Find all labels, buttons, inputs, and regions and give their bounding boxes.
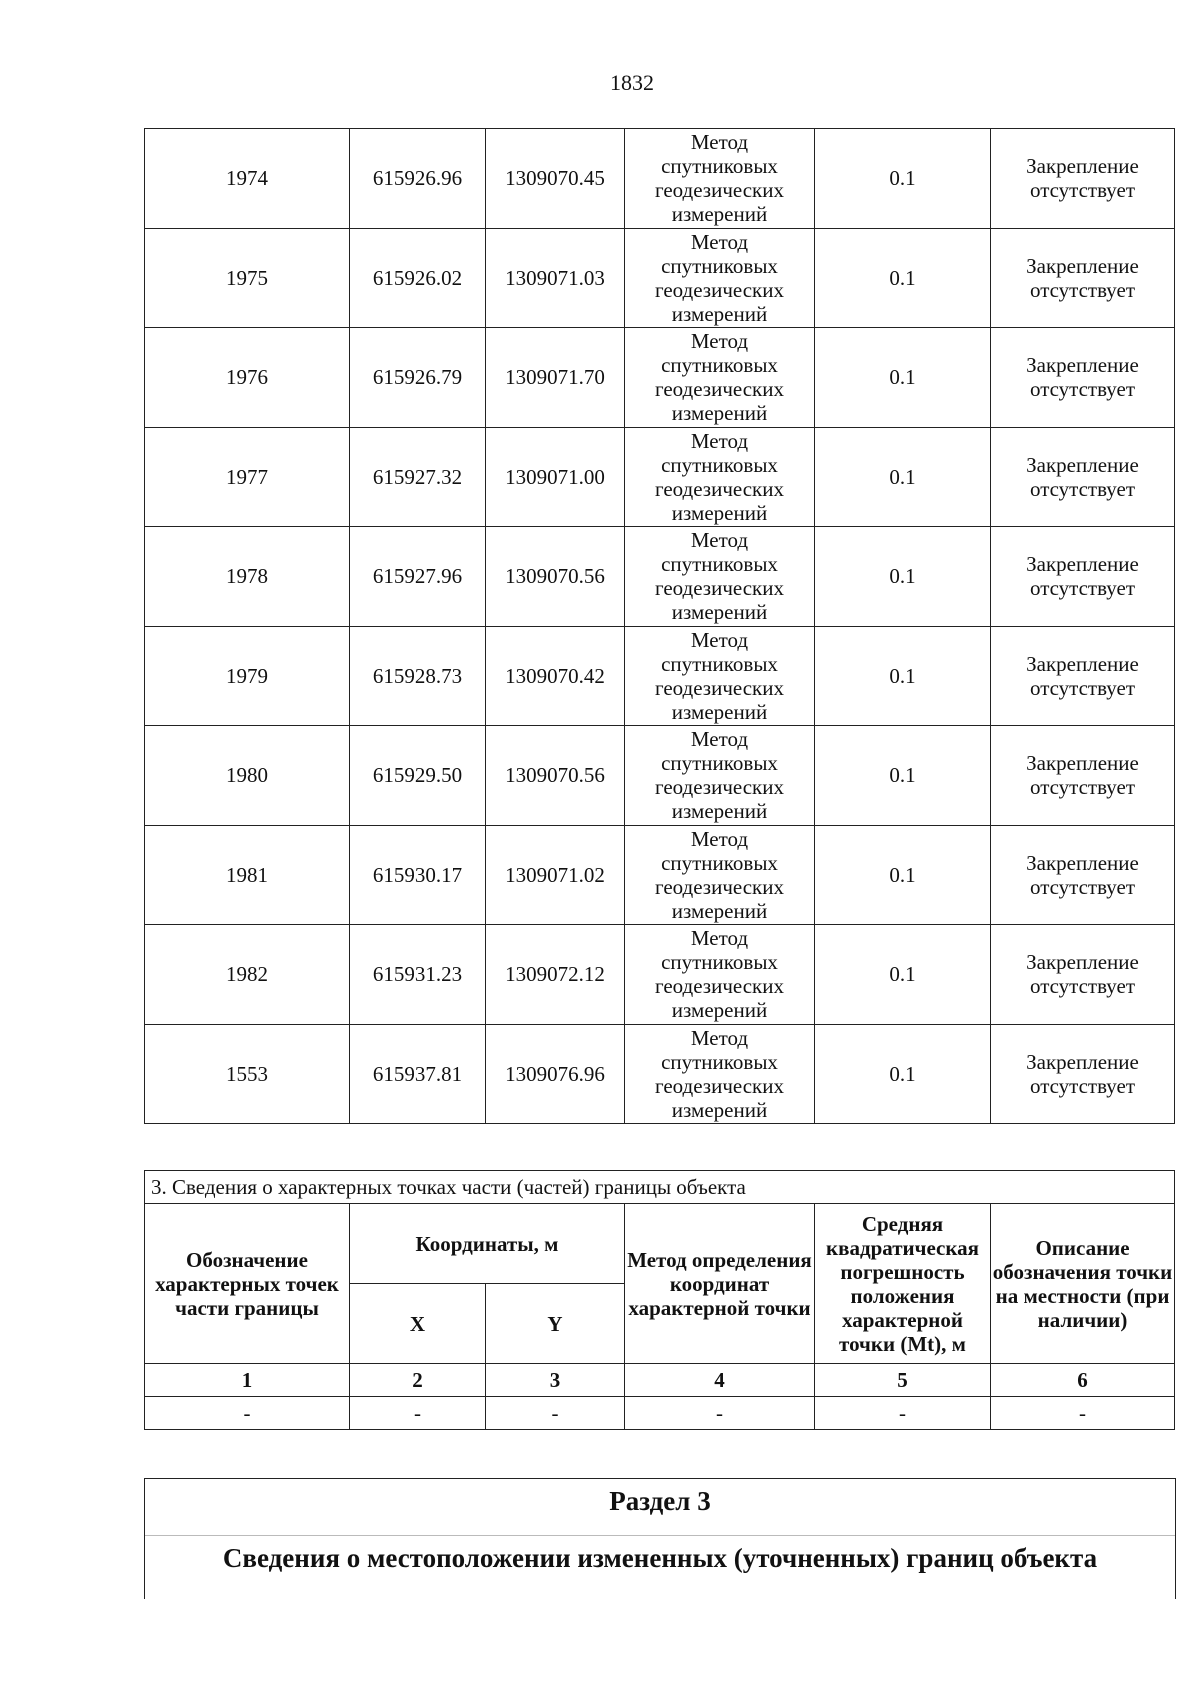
mt-cell: 0.1 bbox=[815, 328, 991, 428]
method-cell bbox=[625, 726, 815, 826]
description-cell bbox=[991, 925, 1175, 1025]
method-cell bbox=[625, 825, 815, 925]
parts-section-caption: 3. Сведения о характерных точках части (частей) границы объекта bbox=[145, 1171, 1175, 1204]
empty-cell: - bbox=[815, 1397, 991, 1430]
mt-cell: 0.1 bbox=[815, 228, 991, 328]
method-line: Метод bbox=[690, 627, 749, 652]
table-row bbox=[145, 1024, 1175, 1124]
coord-x-cell: 615931.23 bbox=[350, 925, 486, 1025]
section-3-block bbox=[144, 1478, 1176, 1599]
method-line: Метод bbox=[690, 130, 749, 155]
coord-x-cell: 615937.81 bbox=[350, 1024, 486, 1124]
mt-cell: 0.1 bbox=[815, 527, 991, 627]
coord-x-cell: 615926.96 bbox=[350, 129, 486, 229]
empty-cell: - bbox=[145, 1397, 350, 1430]
table-row bbox=[145, 328, 1175, 428]
description-line: Закрепление bbox=[1026, 850, 1139, 875]
description-line: Закрепление bbox=[1026, 651, 1139, 676]
mt-cell: 0.1 bbox=[815, 626, 991, 726]
description-cell bbox=[991, 1024, 1175, 1124]
coord-y-cell: 1309071.70 bbox=[486, 328, 625, 428]
point-id-cell: 1979 bbox=[145, 626, 350, 726]
mt-cell: 0.1 bbox=[815, 1024, 991, 1124]
column-numbers-row bbox=[145, 1364, 1175, 1397]
description-line: Закрепление bbox=[1026, 253, 1139, 278]
description-line: отсутствует bbox=[1029, 974, 1136, 999]
table-row bbox=[145, 427, 1175, 527]
coord-y-cell: 1309072.12 bbox=[486, 925, 625, 1025]
description-line: отсутствует bbox=[1029, 277, 1136, 302]
header-description: Описание обозначения точки на местности (при наличии) bbox=[991, 1204, 1175, 1364]
method-line: геодезических bbox=[654, 178, 784, 203]
method-line: измерений bbox=[671, 202, 768, 227]
page-number: 1832 bbox=[610, 70, 654, 95]
coord-x-cell: 615926.79 bbox=[350, 328, 486, 428]
method-line: Метод bbox=[690, 428, 749, 453]
table-row bbox=[145, 726, 1175, 826]
method-line: измерений bbox=[671, 500, 768, 525]
description-cell bbox=[991, 825, 1175, 925]
mt-cell: 0.1 bbox=[815, 129, 991, 229]
method-line: Метод bbox=[690, 1025, 749, 1050]
method-line: спутниковых bbox=[661, 950, 778, 975]
method-line: Метод bbox=[690, 727, 749, 752]
description-line: отсутствует bbox=[1029, 874, 1136, 899]
table-row bbox=[145, 925, 1175, 1025]
point-id-cell: 1553 bbox=[145, 1024, 350, 1124]
coord-x-cell: 615928.73 bbox=[350, 626, 486, 726]
mt-cell: 0.1 bbox=[815, 825, 991, 925]
method-line: спутниковых bbox=[661, 552, 778, 577]
boundary-points-body bbox=[145, 129, 1175, 1124]
point-id-cell: 1982 bbox=[145, 925, 350, 1025]
description-line: отсутствует bbox=[1029, 377, 1136, 402]
column-number: 5 bbox=[815, 1364, 991, 1397]
method-line: измерений bbox=[671, 699, 768, 724]
coord-y-cell: 1309071.02 bbox=[486, 825, 625, 925]
part-boundary-points-table bbox=[144, 1170, 1175, 1430]
method-cell bbox=[625, 626, 815, 726]
point-id-cell: 1974 bbox=[145, 129, 350, 229]
method-line: спутниковых bbox=[661, 154, 778, 179]
method-line: спутниковых bbox=[661, 751, 778, 776]
column-number: 2 bbox=[350, 1364, 486, 1397]
method-line: Метод bbox=[690, 329, 749, 354]
method-line: Метод bbox=[690, 926, 749, 951]
method-line: спутниковых bbox=[661, 1049, 778, 1074]
description-cell bbox=[991, 726, 1175, 826]
coord-x-cell: 615930.17 bbox=[350, 825, 486, 925]
table-row bbox=[145, 129, 1175, 229]
mt-cell: 0.1 bbox=[815, 726, 991, 826]
coord-y-cell: 1309070.45 bbox=[486, 129, 625, 229]
method-line: Метод bbox=[690, 528, 749, 553]
method-line: измерений bbox=[671, 799, 768, 824]
coord-x-cell: 615929.50 bbox=[350, 726, 486, 826]
description-line: отсутствует bbox=[1029, 178, 1136, 203]
method-cell bbox=[625, 1024, 815, 1124]
point-id-cell: 1976 bbox=[145, 328, 350, 428]
coord-x-cell: 615926.02 bbox=[350, 228, 486, 328]
method-cell bbox=[625, 527, 815, 627]
description-cell bbox=[991, 129, 1175, 229]
method-cell bbox=[625, 129, 815, 229]
coord-x-cell: 615927.32 bbox=[350, 427, 486, 527]
description-cell bbox=[991, 626, 1175, 726]
table-row bbox=[145, 228, 1175, 328]
method-line: спутниковых bbox=[661, 253, 778, 278]
coord-y-cell: 1309070.56 bbox=[486, 726, 625, 826]
method-line: спутниковых bbox=[661, 353, 778, 378]
method-cell bbox=[625, 427, 815, 527]
section-3-title: Раздел 3 bbox=[145, 1479, 1175, 1536]
point-id-cell: 1978 bbox=[145, 527, 350, 627]
method-line: геодезических bbox=[654, 377, 784, 402]
column-number: 4 bbox=[625, 1364, 815, 1397]
point-id-cell: 1981 bbox=[145, 825, 350, 925]
method-line: спутниковых bbox=[661, 452, 778, 477]
description-cell bbox=[991, 527, 1175, 627]
mt-cell: 0.1 bbox=[815, 427, 991, 527]
header-y: Y bbox=[486, 1284, 625, 1364]
coord-y-cell: 1309076.96 bbox=[486, 1024, 625, 1124]
method-line: геодезических bbox=[654, 675, 784, 700]
point-id-cell: 1980 bbox=[145, 726, 350, 826]
description-line: Закрепление bbox=[1026, 154, 1139, 179]
method-line: измерений bbox=[671, 998, 768, 1023]
method-line: измерений bbox=[671, 600, 768, 625]
description-line: отсутствует bbox=[1029, 775, 1136, 800]
table-row bbox=[145, 825, 1175, 925]
boundary-points-table bbox=[144, 128, 1175, 1124]
column-number: 3 bbox=[486, 1364, 625, 1397]
method-line: геодезических bbox=[654, 576, 784, 601]
description-line: Закрепление bbox=[1026, 552, 1139, 577]
empty-cell: - bbox=[991, 1397, 1175, 1430]
method-line: измерений bbox=[671, 301, 768, 326]
description-line: отсутствует bbox=[1029, 1073, 1136, 1098]
column-number: 6 bbox=[991, 1364, 1175, 1397]
header-mt: Средняя квадратическая погрешность положения характерной точки (Mt), м bbox=[815, 1204, 991, 1364]
description-line: отсутствует bbox=[1029, 675, 1136, 700]
empty-data-row bbox=[145, 1397, 1175, 1430]
description-line: Закрепление bbox=[1026, 1049, 1139, 1074]
method-cell bbox=[625, 328, 815, 428]
coord-y-cell: 1309070.42 bbox=[486, 626, 625, 726]
method-line: геодезических bbox=[654, 974, 784, 999]
empty-cell: - bbox=[350, 1397, 486, 1430]
method-line: спутниковых bbox=[661, 651, 778, 676]
coord-y-cell: 1309070.56 bbox=[486, 527, 625, 627]
description-line: Закрепление bbox=[1026, 950, 1139, 975]
method-line: измерений bbox=[671, 401, 768, 426]
mt-cell: 0.1 bbox=[815, 925, 991, 1025]
method-cell bbox=[625, 228, 815, 328]
method-line: Метод bbox=[690, 826, 749, 851]
method-line: геодезических bbox=[654, 775, 784, 800]
description-line: Закрепление bbox=[1026, 751, 1139, 776]
method-cell bbox=[625, 925, 815, 1025]
header-x: X bbox=[350, 1284, 486, 1364]
coord-x-cell: 615927.96 bbox=[350, 527, 486, 627]
method-line: геодезических bbox=[654, 874, 784, 899]
section-3-subtitle: Сведения о местоположении измененных (уточненных) границ объекта bbox=[222, 1543, 1098, 1573]
coord-y-cell: 1309071.00 bbox=[486, 427, 625, 527]
description-line: Закрепление bbox=[1026, 452, 1139, 477]
coord-y-cell: 1309071.03 bbox=[486, 228, 625, 328]
description-cell bbox=[991, 228, 1175, 328]
table-row bbox=[145, 626, 1175, 726]
description-line: отсутствует bbox=[1029, 576, 1136, 601]
table-row bbox=[145, 527, 1175, 627]
point-id-cell: 1975 bbox=[145, 228, 350, 328]
point-id-cell: 1977 bbox=[145, 427, 350, 527]
description-line: Закрепление bbox=[1026, 353, 1139, 378]
header-designation: Обозначение характерных точек части границы bbox=[145, 1204, 350, 1364]
description-cell bbox=[991, 328, 1175, 428]
method-line: спутниковых bbox=[661, 850, 778, 875]
method-line: Метод bbox=[690, 229, 749, 254]
empty-cell: - bbox=[486, 1397, 625, 1430]
empty-cell: - bbox=[625, 1397, 815, 1430]
description-cell bbox=[991, 427, 1175, 527]
header-coordinates: Координаты, м bbox=[350, 1204, 625, 1284]
method-line: измерений bbox=[671, 1097, 768, 1122]
description-line: отсутствует bbox=[1029, 476, 1136, 501]
method-line: геодезических bbox=[654, 277, 784, 302]
method-line: измерений bbox=[671, 898, 768, 923]
method-line: геодезических bbox=[654, 1073, 784, 1098]
method-line: геодезических bbox=[654, 476, 784, 501]
header-method: Метод определения координат характерной точки bbox=[625, 1204, 815, 1364]
column-number: 1 bbox=[145, 1364, 350, 1397]
